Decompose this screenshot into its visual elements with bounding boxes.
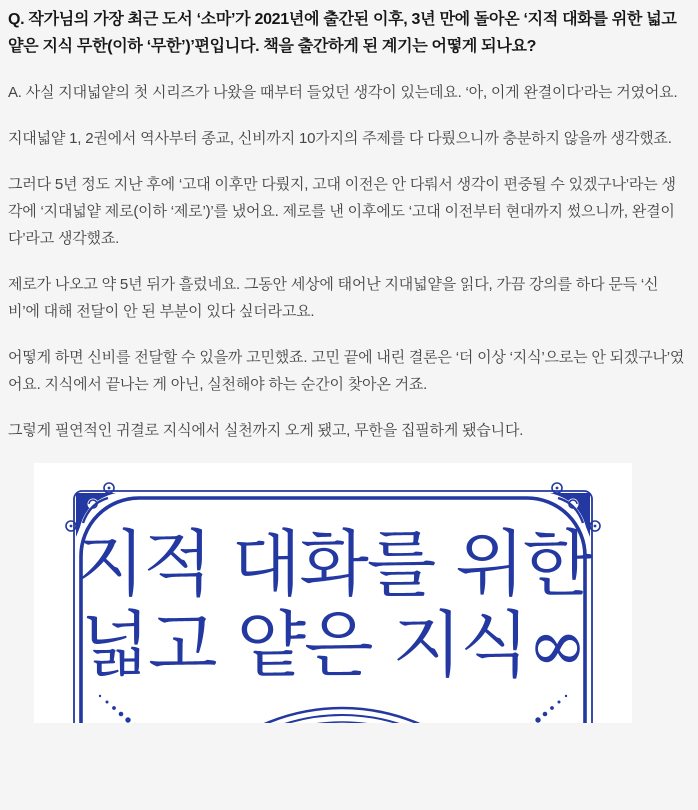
answer-paragraph: A. 사실 지대넓얕의 첫 시리즈가 나왔을 때부터 들었던 생각이 있는데요. ‘아, 이게 완결이다’라는 거였어요.	[8, 84, 678, 101]
cover-title-line2: 넓고 얕은 지식∞	[80, 603, 586, 687]
answer-paragraph: 그러다 5년 정도 지난 후에 ‘고대 이후만 다뤘지, 고대 이전은 안 다뤄서 생각이 편중될 수 있겠구나’라는 생각에 ‘지대넓얕 제로(이하 ‘제로’)’를 냈어요. 제로를 낸 이후에도 ‘고대 이전부터 현대까지 썼으니까, 완결이다’라고 생각했죠.	[8, 176, 676, 247]
book-cover-image	[34, 463, 632, 723]
interview-question: Q. 작가님의 가장 최근 도서 ‘소마’가 2021년에 출간된 이후, 3년 만에 돌아온 ‘지적 대화를 위한 넓고 얕은 지식 무한(이하 ‘무한’)’편입니다. 책을 출간하게 된 계기는 어떻게 되나요?	[8, 11, 677, 55]
dotted-ray-left	[99, 695, 138, 723]
answer-paragraph: 지대넓얕 1, 2권에서 역사부터 종교, 신비까지 10가지의 주제를 다 다뤘으니까 충분하지 않을까 생각했죠.	[8, 130, 672, 147]
concentric-arcs	[147, 708, 537, 723]
answer-paragraph: 제로가 나오고 약 5년 뒤가 흘렀네요. 그동안 세상에 태어난 지대넓얕을 읽다, 가끔 강의를 하다 문득 ‘신비’에 대해 전달이 안 된 부분이 있다 싶더라고요.	[8, 276, 659, 320]
cover-title-line1: 지적 대화를 위한	[75, 522, 591, 606]
answer-paragraph: 그렇게 필연적인 귀결로 지식에서 실천까지 오게 됐고, 무한을 집필하게 됐습니다.	[8, 422, 524, 439]
answer-paragraph: 어떻게 하면 신비를 전달할 수 있을까 고민했죠. 고민 끝에 내린 결론은 ‘더 이상 ‘지식’으로는 안 되겠구나’였어요. 지식에서 끝나는 게 아닌, 실천해야 하는 순간이 찾아온 거죠.	[8, 349, 685, 393]
dotted-ray-right	[528, 695, 567, 723]
